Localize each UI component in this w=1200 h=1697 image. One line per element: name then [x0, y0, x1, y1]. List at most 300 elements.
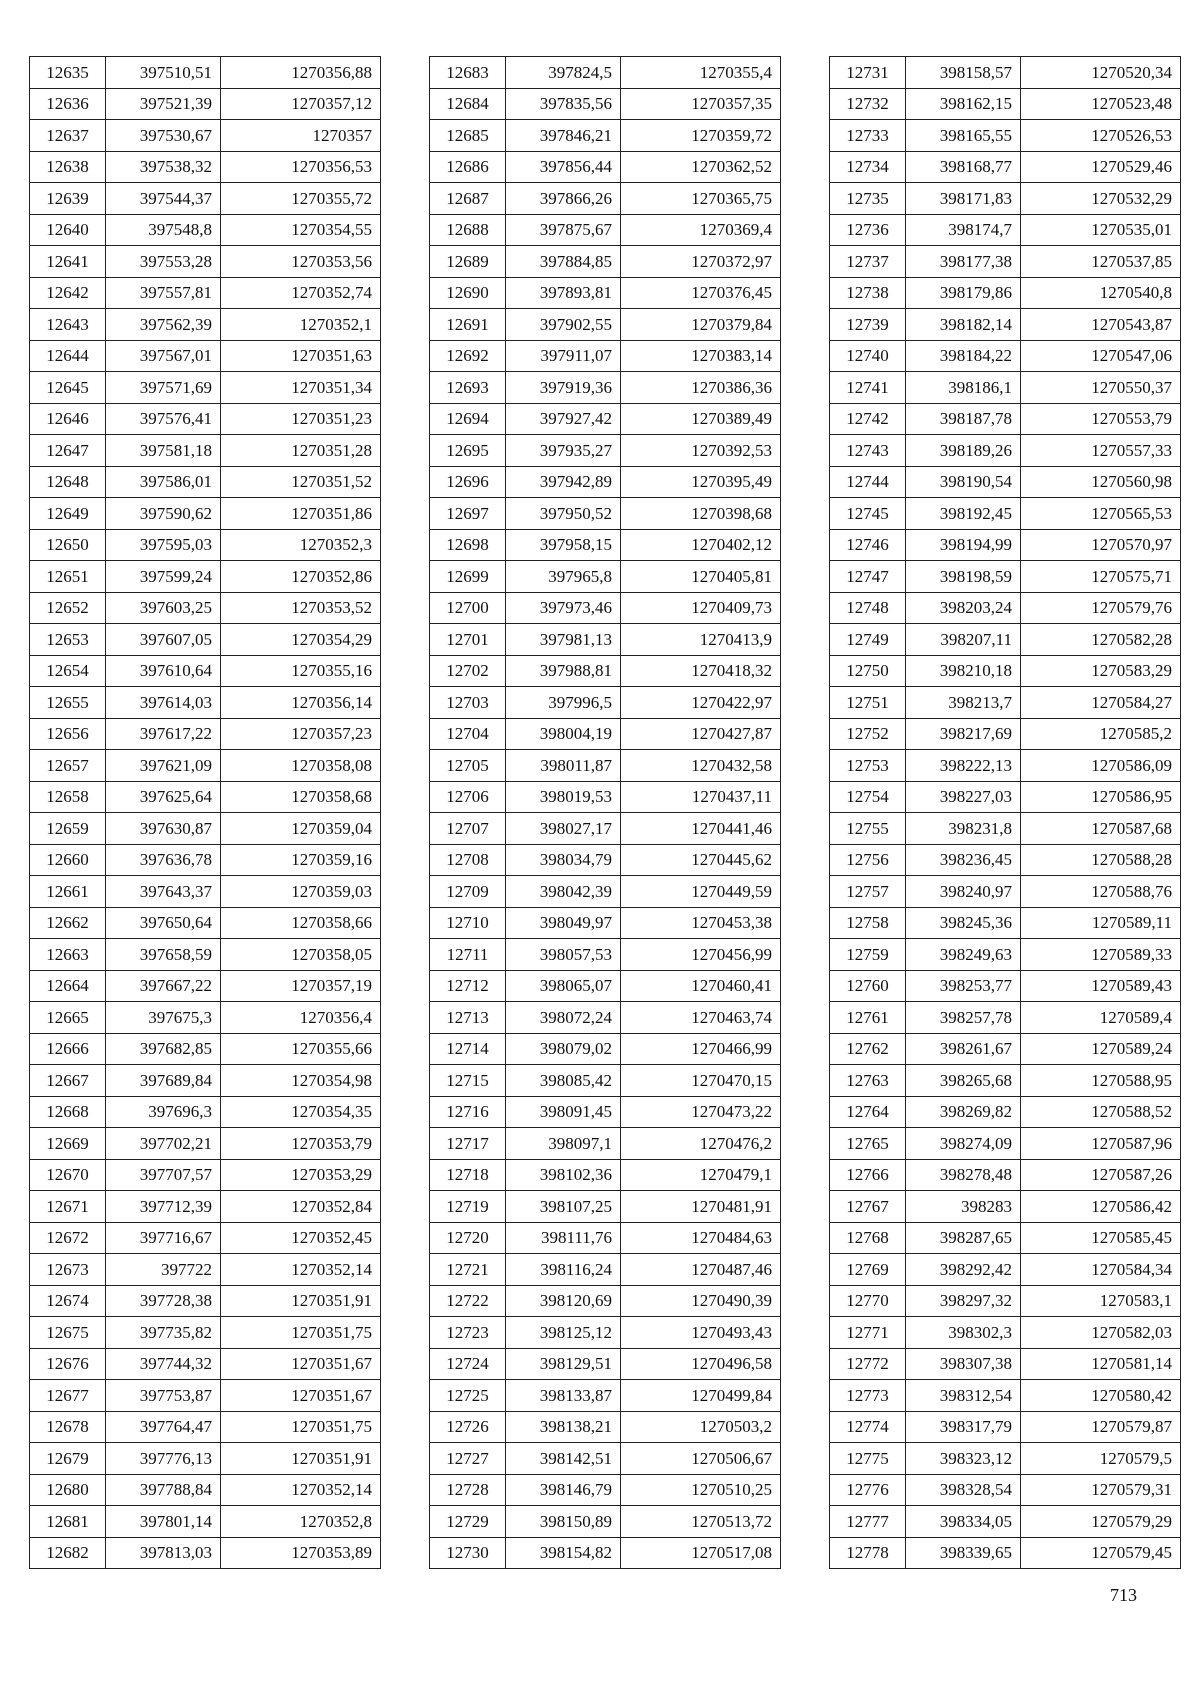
- point-number-cell: 12777: [830, 1506, 906, 1538]
- y-coordinate-cell: 1270357,12: [221, 88, 381, 120]
- point-number-cell: 12759: [830, 939, 906, 971]
- y-coordinate-cell: 1270353,52: [221, 592, 381, 624]
- x-coordinate-cell: 397667,22: [106, 970, 221, 1002]
- y-coordinate-cell: 1270359,16: [221, 844, 381, 876]
- x-coordinate-cell: 397996,5: [506, 687, 621, 719]
- table-row: [30, 1537, 381, 1569]
- x-coordinate-cell: 398334,05: [906, 1506, 1021, 1538]
- x-coordinate-cell: 398207,11: [906, 624, 1021, 656]
- point-number-cell: 12696: [430, 466, 506, 498]
- x-coordinate-cell: 397643,37: [106, 876, 221, 908]
- x-coordinate-cell: 397538,32: [106, 151, 221, 183]
- point-number-cell: 12670: [30, 1159, 106, 1191]
- y-coordinate-cell: 1270579,45: [1021, 1537, 1181, 1569]
- y-coordinate-cell: 1270351,34: [221, 372, 381, 404]
- x-coordinate-cell: 397866,26: [506, 183, 621, 215]
- y-coordinate-cell: 1270354,98: [221, 1065, 381, 1097]
- x-coordinate-cell: 398317,79: [906, 1411, 1021, 1443]
- y-coordinate-cell: 1270565,53: [1021, 498, 1181, 530]
- table-body: [430, 57, 781, 1569]
- point-number-cell: 12710: [430, 907, 506, 939]
- table-row: [830, 844, 1181, 876]
- x-coordinate-cell: 398307,38: [906, 1348, 1021, 1380]
- point-number-cell: 12776: [830, 1474, 906, 1506]
- point-number-cell: 12690: [430, 277, 506, 309]
- table-row: [30, 120, 381, 152]
- point-number-cell: 12692: [430, 340, 506, 372]
- point-number-cell: 12715: [430, 1065, 506, 1097]
- table-row: [830, 781, 1181, 813]
- table-row: [830, 1380, 1181, 1412]
- y-coordinate-cell: 1270351,86: [221, 498, 381, 530]
- y-coordinate-cell: 1270357,23: [221, 718, 381, 750]
- table-row: [30, 1348, 381, 1380]
- table-row: [830, 1096, 1181, 1128]
- y-coordinate-cell: 1270353,79: [221, 1128, 381, 1160]
- x-coordinate-cell: 398102,36: [506, 1159, 621, 1191]
- table-row: [830, 718, 1181, 750]
- point-number-cell: 12668: [30, 1096, 106, 1128]
- x-coordinate-cell: 398187,78: [906, 403, 1021, 435]
- point-number-cell: 12734: [830, 151, 906, 183]
- point-number-cell: 12742: [830, 403, 906, 435]
- x-coordinate-cell: 397521,39: [106, 88, 221, 120]
- table-row: [30, 529, 381, 561]
- table-row: [830, 907, 1181, 939]
- x-coordinate-cell: 398011,87: [506, 750, 621, 782]
- point-number-cell: 12744: [830, 466, 906, 498]
- point-number-cell: 12674: [30, 1285, 106, 1317]
- y-coordinate-cell: 1270547,06: [1021, 340, 1181, 372]
- table-row: [30, 687, 381, 719]
- x-coordinate-cell: 398129,51: [506, 1348, 621, 1380]
- y-coordinate-cell: 1270351,67: [221, 1348, 381, 1380]
- point-number-cell: 12725: [430, 1380, 506, 1412]
- x-coordinate-cell: 398116,24: [506, 1254, 621, 1286]
- point-number-cell: 12707: [430, 813, 506, 845]
- x-coordinate-cell: 398240,97: [906, 876, 1021, 908]
- point-number-cell: 12648: [30, 466, 106, 498]
- table-row: [830, 435, 1181, 467]
- y-coordinate-cell: 1270537,85: [1021, 246, 1181, 278]
- y-coordinate-cell: 1270463,74: [621, 1002, 781, 1034]
- y-coordinate-cell: 1270513,72: [621, 1506, 781, 1538]
- y-coordinate-cell: 1270418,32: [621, 655, 781, 687]
- table-row: [430, 435, 781, 467]
- x-coordinate-cell: 398323,12: [906, 1443, 1021, 1475]
- x-coordinate-cell: 397650,64: [106, 907, 221, 939]
- x-coordinate-cell: 397702,21: [106, 1128, 221, 1160]
- table-row: [30, 1443, 381, 1475]
- x-coordinate-cell: 398065,07: [506, 970, 621, 1002]
- x-coordinate-cell: 397599,24: [106, 561, 221, 593]
- table-row: [830, 340, 1181, 372]
- x-coordinate-cell: 398146,79: [506, 1474, 621, 1506]
- y-coordinate-cell: 1270583,29: [1021, 655, 1181, 687]
- table-row: [30, 718, 381, 750]
- y-coordinate-cell: 1270437,11: [621, 781, 781, 813]
- table-row: [430, 1380, 781, 1412]
- x-coordinate-cell: 398182,14: [906, 309, 1021, 341]
- y-coordinate-cell: 1270553,79: [1021, 403, 1181, 435]
- x-coordinate-cell: 398274,09: [906, 1128, 1021, 1160]
- point-number-cell: 12722: [430, 1285, 506, 1317]
- table-row: [430, 57, 781, 89]
- table-row: [430, 624, 781, 656]
- x-coordinate-cell: 398019,53: [506, 781, 621, 813]
- point-number-cell: 12711: [430, 939, 506, 971]
- point-number-cell: 12688: [430, 214, 506, 246]
- table-row: [430, 1443, 781, 1475]
- point-number-cell: 12767: [830, 1191, 906, 1223]
- x-coordinate-cell: 398097,1: [506, 1128, 621, 1160]
- y-coordinate-cell: 1270517,08: [621, 1537, 781, 1569]
- table-row: [830, 1191, 1181, 1223]
- point-number-cell: 12774: [830, 1411, 906, 1443]
- x-coordinate-cell: 398154,82: [506, 1537, 621, 1569]
- y-coordinate-cell: 1270526,53: [1021, 120, 1181, 152]
- table-row: [830, 151, 1181, 183]
- x-coordinate-cell: 398236,45: [906, 844, 1021, 876]
- table-row: [830, 277, 1181, 309]
- y-coordinate-cell: 1270351,75: [221, 1317, 381, 1349]
- point-number-cell: 12723: [430, 1317, 506, 1349]
- point-number-cell: 12766: [830, 1159, 906, 1191]
- x-coordinate-cell: 397607,05: [106, 624, 221, 656]
- y-coordinate-cell: 1270392,53: [621, 435, 781, 467]
- y-coordinate-cell: 1270351,63: [221, 340, 381, 372]
- point-number-cell: 12768: [830, 1222, 906, 1254]
- x-coordinate-cell: 398049,97: [506, 907, 621, 939]
- x-coordinate-cell: 398253,77: [906, 970, 1021, 1002]
- point-number-cell: 12748: [830, 592, 906, 624]
- y-coordinate-cell: 1270355,66: [221, 1033, 381, 1065]
- point-number-cell: 12667: [30, 1065, 106, 1097]
- x-coordinate-cell: 397902,55: [506, 309, 621, 341]
- table-row: [430, 1411, 781, 1443]
- point-number-cell: 12636: [30, 88, 106, 120]
- table-row: [830, 1348, 1181, 1380]
- table-row: [30, 1096, 381, 1128]
- point-number-cell: 12718: [430, 1159, 506, 1191]
- point-number-cell: 12736: [830, 214, 906, 246]
- point-number-cell: 12720: [430, 1222, 506, 1254]
- table-row: [830, 1033, 1181, 1065]
- point-number-cell: 12686: [430, 151, 506, 183]
- table-row: [830, 1065, 1181, 1097]
- y-coordinate-cell: 1270358,08: [221, 750, 381, 782]
- y-coordinate-cell: 1270357,19: [221, 970, 381, 1002]
- y-coordinate-cell: 1270586,09: [1021, 750, 1181, 782]
- x-coordinate-cell: 397696,3: [106, 1096, 221, 1128]
- y-coordinate-cell: 1270484,63: [621, 1222, 781, 1254]
- y-coordinate-cell: 1270470,15: [621, 1065, 781, 1097]
- x-coordinate-cell: 398042,39: [506, 876, 621, 908]
- table-row: [30, 970, 381, 1002]
- table-row: [30, 246, 381, 278]
- point-number-cell: 12753: [830, 750, 906, 782]
- y-coordinate-cell: 1270356,88: [221, 57, 381, 89]
- table-row: [30, 1411, 381, 1443]
- x-coordinate-cell: 398027,17: [506, 813, 621, 845]
- point-number-cell: 12773: [830, 1380, 906, 1412]
- x-coordinate-cell: 398222,13: [906, 750, 1021, 782]
- table-row: [430, 403, 781, 435]
- point-number-cell: 12701: [430, 624, 506, 656]
- point-number-cell: 12658: [30, 781, 106, 813]
- y-coordinate-cell: 1270402,12: [621, 529, 781, 561]
- x-coordinate-cell: 397707,57: [106, 1159, 221, 1191]
- table-row: [830, 1254, 1181, 1286]
- point-number-cell: 12642: [30, 277, 106, 309]
- table-row: [30, 277, 381, 309]
- y-coordinate-cell: 1270481,91: [621, 1191, 781, 1223]
- table-row: [30, 1159, 381, 1191]
- y-coordinate-cell: 1270579,5: [1021, 1443, 1181, 1475]
- y-coordinate-cell: 1270359,04: [221, 813, 381, 845]
- y-coordinate-cell: 1270460,41: [621, 970, 781, 1002]
- point-number-cell: 12671: [30, 1191, 106, 1223]
- x-coordinate-cell: 397544,37: [106, 183, 221, 215]
- y-coordinate-cell: 1270357,35: [621, 88, 781, 120]
- point-number-cell: 12645: [30, 372, 106, 404]
- table-row: [430, 1537, 781, 1569]
- point-number-cell: 12727: [430, 1443, 506, 1475]
- x-coordinate-cell: 397689,84: [106, 1065, 221, 1097]
- table-row: [430, 970, 781, 1002]
- x-coordinate-cell: 398292,42: [906, 1254, 1021, 1286]
- table-body: [830, 57, 1181, 1569]
- table-row: [430, 1348, 781, 1380]
- table-row: [830, 1128, 1181, 1160]
- table-row: [430, 1065, 781, 1097]
- point-number-cell: 12760: [830, 970, 906, 1002]
- x-coordinate-cell: 398192,45: [906, 498, 1021, 530]
- y-coordinate-cell: 1270490,39: [621, 1285, 781, 1317]
- point-number-cell: 12740: [830, 340, 906, 372]
- point-number-cell: 12703: [430, 687, 506, 719]
- x-coordinate-cell: 398339,65: [906, 1537, 1021, 1569]
- x-coordinate-cell: 398269,82: [906, 1096, 1021, 1128]
- x-coordinate-cell: 397548,8: [106, 214, 221, 246]
- y-coordinate-cell: 1270540,8: [1021, 277, 1181, 309]
- x-coordinate-cell: 397658,59: [106, 939, 221, 971]
- x-coordinate-cell: 397776,13: [106, 1443, 221, 1475]
- point-number-cell: 12649: [30, 498, 106, 530]
- table-row: [430, 151, 781, 183]
- table-row: [430, 781, 781, 813]
- x-coordinate-cell: 398120,69: [506, 1285, 621, 1317]
- x-coordinate-cell: 397935,27: [506, 435, 621, 467]
- table-row: [830, 876, 1181, 908]
- point-number-cell: 12731: [830, 57, 906, 89]
- table-row: [430, 813, 781, 845]
- table-row: [430, 214, 781, 246]
- point-number-cell: 12726: [430, 1411, 506, 1443]
- x-coordinate-cell: 398283: [906, 1191, 1021, 1223]
- y-coordinate-cell: 1270584,34: [1021, 1254, 1181, 1286]
- table-row: [830, 529, 1181, 561]
- point-number-cell: 12754: [830, 781, 906, 813]
- x-coordinate-cell: 397824,5: [506, 57, 621, 89]
- point-number-cell: 12749: [830, 624, 906, 656]
- table-row: [430, 687, 781, 719]
- table-row: [830, 750, 1181, 782]
- y-coordinate-cell: 1270588,95: [1021, 1065, 1181, 1097]
- point-number-cell: 12665: [30, 1002, 106, 1034]
- x-coordinate-cell: 398198,59: [906, 561, 1021, 593]
- point-number-cell: 12698: [430, 529, 506, 561]
- x-coordinate-cell: 398125,12: [506, 1317, 621, 1349]
- y-coordinate-cell: 1270352,84: [221, 1191, 381, 1223]
- point-number-cell: 12650: [30, 529, 106, 561]
- table-row: [830, 939, 1181, 971]
- point-number-cell: 12721: [430, 1254, 506, 1286]
- table-row: [830, 88, 1181, 120]
- y-coordinate-cell: 1270386,36: [621, 372, 781, 404]
- y-coordinate-cell: 1270589,43: [1021, 970, 1181, 1002]
- point-number-cell: 12689: [430, 246, 506, 278]
- point-number-cell: 12755: [830, 813, 906, 845]
- y-coordinate-cell: 1270432,58: [621, 750, 781, 782]
- point-number-cell: 12713: [430, 1002, 506, 1034]
- y-coordinate-cell: 1270510,25: [621, 1474, 781, 1506]
- table-row: [430, 466, 781, 498]
- point-number-cell: 12683: [430, 57, 506, 89]
- point-number-cell: 12761: [830, 1002, 906, 1034]
- point-number-cell: 12745: [830, 498, 906, 530]
- point-number-cell: 12724: [430, 1348, 506, 1380]
- table-row: [830, 1002, 1181, 1034]
- y-coordinate-cell: 1270409,73: [621, 592, 781, 624]
- table-row: [30, 1002, 381, 1034]
- table-row: [430, 718, 781, 750]
- y-coordinate-cell: 1270579,87: [1021, 1411, 1181, 1443]
- table-row: [30, 813, 381, 845]
- coordinate-table-1: [29, 56, 381, 1569]
- x-coordinate-cell: 398168,77: [906, 151, 1021, 183]
- x-coordinate-cell: 397942,89: [506, 466, 621, 498]
- x-coordinate-cell: 398203,24: [906, 592, 1021, 624]
- point-number-cell: 12669: [30, 1128, 106, 1160]
- y-coordinate-cell: 1270476,2: [621, 1128, 781, 1160]
- point-number-cell: 12644: [30, 340, 106, 372]
- y-coordinate-cell: 1270383,14: [621, 340, 781, 372]
- table-row: [430, 939, 781, 971]
- table-row: [30, 309, 381, 341]
- point-number-cell: 12756: [830, 844, 906, 876]
- table-row: [430, 844, 781, 876]
- x-coordinate-cell: 397716,67: [106, 1222, 221, 1254]
- table-row: [430, 1159, 781, 1191]
- table-row: [430, 1128, 781, 1160]
- x-coordinate-cell: 397581,18: [106, 435, 221, 467]
- point-number-cell: 12737: [830, 246, 906, 278]
- x-coordinate-cell: 397595,03: [106, 529, 221, 561]
- y-coordinate-cell: 1270579,76: [1021, 592, 1181, 624]
- table-row: [830, 214, 1181, 246]
- y-coordinate-cell: 1270582,28: [1021, 624, 1181, 656]
- point-number-cell: 12741: [830, 372, 906, 404]
- x-coordinate-cell: 398150,89: [506, 1506, 621, 1538]
- table-row: [430, 561, 781, 593]
- point-number-cell: 12653: [30, 624, 106, 656]
- y-coordinate-cell: 1270358,66: [221, 907, 381, 939]
- x-coordinate-cell: 397617,22: [106, 718, 221, 750]
- table-row: [830, 624, 1181, 656]
- x-coordinate-cell: 397636,78: [106, 844, 221, 876]
- y-coordinate-cell: 1270499,84: [621, 1380, 781, 1412]
- y-coordinate-cell: 1270359,03: [221, 876, 381, 908]
- x-coordinate-cell: 398111,76: [506, 1222, 621, 1254]
- table-row: [830, 1537, 1181, 1569]
- table-row: [430, 876, 781, 908]
- point-number-cell: 12638: [30, 151, 106, 183]
- table-row: [30, 655, 381, 687]
- table-row: [830, 403, 1181, 435]
- y-coordinate-cell: 1270398,68: [621, 498, 781, 530]
- table-row: [830, 120, 1181, 152]
- x-coordinate-cell: 397603,25: [106, 592, 221, 624]
- x-coordinate-cell: 397744,32: [106, 1348, 221, 1380]
- point-number-cell: 12663: [30, 939, 106, 971]
- y-coordinate-cell: 1270583,1: [1021, 1285, 1181, 1317]
- point-number-cell: 12673: [30, 1254, 106, 1286]
- x-coordinate-cell: 397614,03: [106, 687, 221, 719]
- y-coordinate-cell: 1270351,67: [221, 1380, 381, 1412]
- y-coordinate-cell: 1270356,53: [221, 151, 381, 183]
- table-row: [30, 907, 381, 939]
- point-number-cell: 12661: [30, 876, 106, 908]
- x-coordinate-cell: 398091,45: [506, 1096, 621, 1128]
- table-row: [430, 372, 781, 404]
- point-number-cell: 12651: [30, 561, 106, 593]
- point-number-cell: 12655: [30, 687, 106, 719]
- y-coordinate-cell: 1270376,45: [621, 277, 781, 309]
- table-row: [430, 120, 781, 152]
- y-coordinate-cell: 1270413,9: [621, 624, 781, 656]
- point-number-cell: 12694: [430, 403, 506, 435]
- point-number-cell: 12717: [430, 1128, 506, 1160]
- y-coordinate-cell: 1270354,29: [221, 624, 381, 656]
- point-number-cell: 12750: [830, 655, 906, 687]
- table-row: [30, 403, 381, 435]
- point-number-cell: 12709: [430, 876, 506, 908]
- x-coordinate-cell: 397856,44: [506, 151, 621, 183]
- x-coordinate-cell: 398261,67: [906, 1033, 1021, 1065]
- table-row: [430, 88, 781, 120]
- x-coordinate-cell: 398287,65: [906, 1222, 1021, 1254]
- y-coordinate-cell: 1270359,72: [621, 120, 781, 152]
- table-row: [30, 57, 381, 89]
- table-row: [830, 1411, 1181, 1443]
- x-coordinate-cell: 397510,51: [106, 57, 221, 89]
- y-coordinate-cell: 1270586,42: [1021, 1191, 1181, 1223]
- table-row: [30, 1033, 381, 1065]
- y-coordinate-cell: 1270589,4: [1021, 1002, 1181, 1034]
- y-coordinate-cell: 1270503,2: [621, 1411, 781, 1443]
- y-coordinate-cell: 1270580,42: [1021, 1380, 1181, 1412]
- x-coordinate-cell: 397958,15: [506, 529, 621, 561]
- table-row: [830, 813, 1181, 845]
- x-coordinate-cell: 398179,86: [906, 277, 1021, 309]
- x-coordinate-cell: 398138,21: [506, 1411, 621, 1443]
- point-number-cell: 12757: [830, 876, 906, 908]
- table-row: [830, 1222, 1181, 1254]
- point-number-cell: 12643: [30, 309, 106, 341]
- y-coordinate-cell: 1270550,37: [1021, 372, 1181, 404]
- y-coordinate-cell: 1270427,87: [621, 718, 781, 750]
